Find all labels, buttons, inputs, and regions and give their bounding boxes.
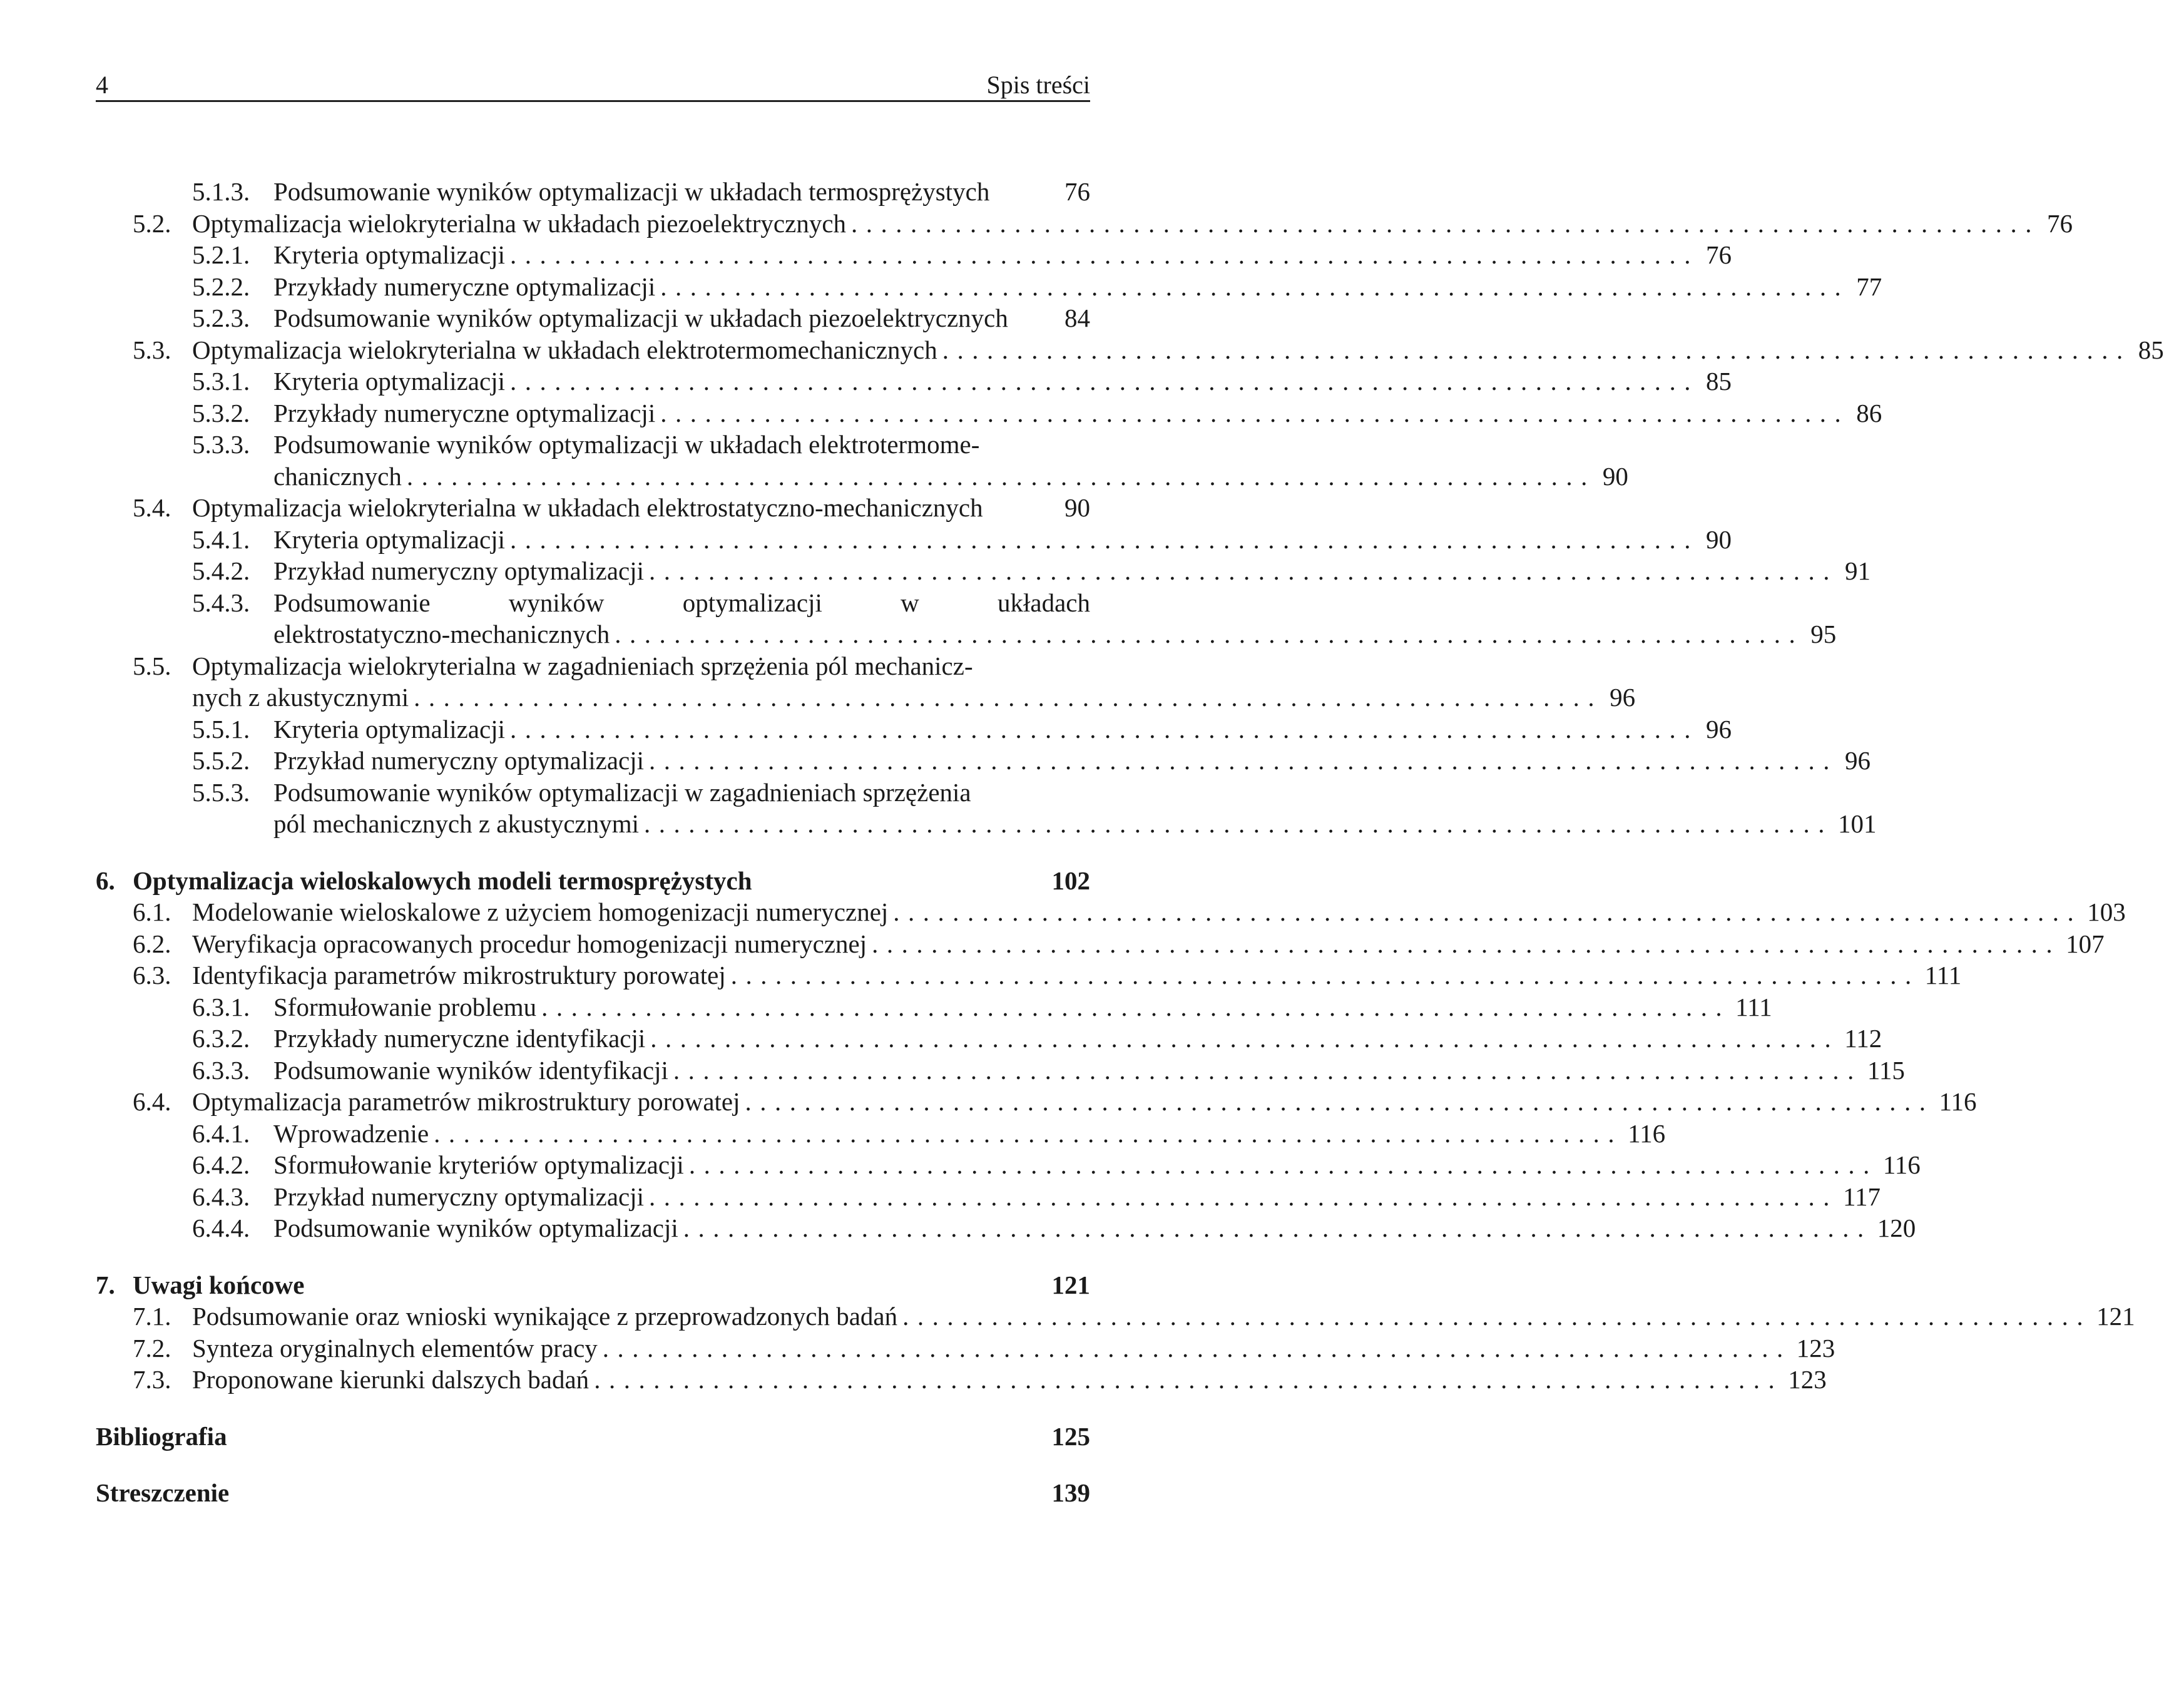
entry-title[interactable]: Przykład numeryczny optymalizacji <box>273 746 645 775</box>
entry-title[interactable]: Przykład numeryczny optymalizacji <box>273 1182 645 1211</box>
dot-leader <box>989 176 1063 208</box>
entry-body <box>273 713 1732 745</box>
entry-title[interactable]: Podsumowanie wyników optymalizacji w zagadnieniach sprzężenia <box>273 777 971 807</box>
dot-leader: ................................................................................ <box>660 398 1850 427</box>
toc-entry[interactable] <box>0 366 1732 397</box>
dot-leader: ................................................................................ <box>851 208 2041 238</box>
entry-number: 6. <box>96 866 115 895</box>
toc-entry[interactable] <box>0 808 1877 840</box>
entry-body <box>273 1212 1916 1244</box>
entry-body <box>273 991 1772 1023</box>
dot-leader: ................................................................................ <box>902 1302 2092 1331</box>
entry-page-number[interactable]: 76 <box>2047 208 2073 238</box>
entry-title[interactable]: Kryteria optymalizacji <box>273 240 505 269</box>
entry-number: 5.4.3. <box>192 588 250 617</box>
dot-leader: ................................................................................ <box>649 746 1839 775</box>
entry-page-number[interactable]: 90 <box>1705 524 1732 554</box>
toc-entry[interactable] <box>0 239 1732 271</box>
entry-title[interactable]: Podsumowanie wyników optymalizacji w układach piezoelektrycznych <box>273 304 1008 332</box>
entry-body <box>273 239 1732 271</box>
entry-title[interactable]: Wprowadzenie <box>273 1118 429 1148</box>
entry-title[interactable]: Podsumowanie oraz wnioski wynikające z przeprowadzonych badań <box>192 1302 898 1331</box>
entry-title[interactable]: Optymalizacja wielokryterialna w zagadnieniach sprzężenia pól mechanicz- <box>192 651 973 680</box>
entry-page-number[interactable]: 84 <box>1064 304 1090 332</box>
entry-body <box>96 1477 1090 1509</box>
entry-number: 7. <box>96 1270 115 1299</box>
entry-body <box>273 397 1882 429</box>
entry-body <box>273 1023 1882 1055</box>
entry-number: 6.3.2. <box>192 1024 250 1053</box>
entry-title[interactable]: Optymalizacja parametrów mikrostruktury porowatej <box>192 1087 740 1116</box>
dot-leader: ................................................................................ <box>893 897 2083 926</box>
dot-leader: ................................................................................ <box>730 961 1920 990</box>
entry-page-number[interactable]: 112 <box>1844 1024 1882 1053</box>
toc-entry[interactable] <box>0 334 2164 366</box>
dot-leader: ................................................................................ <box>650 1024 1840 1053</box>
entry-page-number[interactable]: 76 <box>1064 177 1090 206</box>
entry-body <box>273 461 1628 493</box>
toc-entry[interactable] <box>0 682 1636 713</box>
dot-leader: ................................................................................ <box>644 809 1834 838</box>
entry-title[interactable]: Identyfikacja parametrów mikrostruktury porowatej <box>192 961 726 990</box>
dot-leader: ................................................................................ <box>649 556 1839 585</box>
toc-entry[interactable] <box>0 1477 1123 1509</box>
dot-leader: ................................................................................ <box>509 524 1699 554</box>
entry-body <box>133 865 1090 897</box>
entry-number: 6.3. <box>133 961 171 990</box>
entry-number: 5.2.1. <box>192 240 250 269</box>
entry-title[interactable]: Weryfikacja opracowanych procedur homogenizacji numerycznej <box>192 929 867 958</box>
dot-leader: ................................................................................ <box>745 1087 1934 1116</box>
toc-entry[interactable] <box>0 176 1123 208</box>
entry-page-number[interactable]: 123 <box>1788 1365 1827 1394</box>
entry-title[interactable]: Przykład numeryczny optymalizacji <box>273 556 645 585</box>
toc-entry[interactable] <box>0 896 2126 928</box>
dot-leader: ................................................................................ <box>414 683 1603 712</box>
dot-leader: ................................................................................ <box>688 1150 1878 1179</box>
entry-page-number[interactable]: 90 <box>1602 461 1628 491</box>
entry-title[interactable]: Modelowanie wieloskalowe z użyciem homogenizacji numerycznej <box>192 897 889 926</box>
section-gap <box>0 1244 1123 1269</box>
entry-body <box>133 1269 1090 1301</box>
entry-page-number[interactable]: 111 <box>1924 961 1962 990</box>
dot-leader: ................................................................................ <box>673 1055 1862 1085</box>
toc-entry[interactable] <box>0 1364 1827 1396</box>
entry-title[interactable]: Uwagi końcowe <box>133 1270 305 1299</box>
entry-number: 5.3.2. <box>192 398 250 427</box>
entry-number: 5.4.1. <box>192 524 250 554</box>
entry-body <box>273 1149 1921 1181</box>
toc-entry[interactable] <box>0 208 2073 240</box>
entry-page-number[interactable]: 76 <box>1705 240 1732 269</box>
entry-title[interactable]: Kryteria optymalizacji <box>273 524 505 554</box>
toc-entry[interactable] <box>0 928 2105 960</box>
entry-title[interactable]: Podsumowanie wyników optymalizacji w układach termosprężystych <box>273 177 990 206</box>
entry-body <box>192 896 2126 928</box>
entry-page-number[interactable]: 139 <box>1051 1478 1090 1507</box>
entry-page-number[interactable]: 95 <box>1810 620 1837 648</box>
entry-body <box>273 302 1090 334</box>
entry-number: 6.3.1. <box>192 992 250 1021</box>
entry-page-number[interactable]: 121 <box>1051 1270 1090 1299</box>
entry-page-number[interactable]: 123 <box>1796 1333 1835 1363</box>
entry-page-number[interactable]: 86 <box>1856 398 1882 427</box>
toc-entry[interactable] <box>0 1118 1666 1150</box>
entry-number: 5.2.2. <box>192 272 250 301</box>
entry-body <box>192 650 1090 682</box>
entry-title[interactable]: Podsumowanie wyników optymalizacji <box>273 1214 678 1242</box>
entry-page-number[interactable]: 85 <box>2138 335 2164 364</box>
entry-page-number[interactable]: 101 <box>1838 809 1877 838</box>
entry-number: 6.3.3. <box>192 1055 250 1085</box>
entry-page-number[interactable]: 116 <box>1939 1087 1977 1116</box>
entry-number: 6.4. <box>133 1087 171 1116</box>
entry-page-number[interactable]: 111 <box>1735 992 1772 1021</box>
dot-leader <box>983 492 1063 524</box>
entry-title[interactable]: pól mechanicznych z akustycznymi <box>273 809 640 838</box>
toc-entry[interactable] <box>0 461 1628 493</box>
entry-number: 6.4.3. <box>192 1182 250 1211</box>
entry-number: 7.2. <box>133 1333 171 1363</box>
entry-body <box>192 1332 1835 1364</box>
entry-page-number[interactable]: 85 <box>1705 367 1732 396</box>
dot-leader: ................................................................................ <box>509 714 1699 744</box>
entry-title[interactable]: Optymalizacja wielokryterialna w układach elektrostatyczno-mechanicznych <box>192 493 983 522</box>
toc-entry[interactable] <box>0 492 1123 524</box>
entry-title[interactable]: Podsumowanie wyników identyfikacji <box>273 1055 668 1085</box>
entry-number: 7.1. <box>133 1302 171 1331</box>
dot-leader: ................................................................................ <box>872 929 2061 958</box>
entry-page-number[interactable]: 77 <box>1856 272 1882 301</box>
entry-page-number[interactable]: 121 <box>2096 1302 2135 1331</box>
toc-entry[interactable] <box>0 991 1772 1023</box>
entry-page-number[interactable]: 96 <box>1610 683 1636 712</box>
entry-body <box>273 1181 1881 1213</box>
entry-number: 5.5. <box>133 651 171 680</box>
toc-entry[interactable] <box>0 1421 1123 1453</box>
toc-entry[interactable] <box>0 555 1871 587</box>
dot-leader: ................................................................................ <box>602 1333 1792 1363</box>
table-of-contents <box>0 176 2164 1509</box>
entry-number: 5.1.3. <box>192 177 250 206</box>
toc-entry[interactable] <box>0 271 1882 303</box>
toc-entry[interactable] <box>0 865 1123 897</box>
header-rule <box>96 100 1090 102</box>
entry-title[interactable]: Optymalizacja wielokryterialna w układach piezoelektrycznych <box>192 208 847 238</box>
entry-body <box>192 334 2164 366</box>
entry-number: 6.1. <box>133 897 171 926</box>
toc-entry[interactable] <box>0 1149 1921 1181</box>
entry-page-number[interactable]: 102 <box>1051 866 1090 895</box>
toc-entry[interactable] <box>0 302 1123 334</box>
dot-leader <box>227 1421 1052 1453</box>
entry-number: 5.4.2. <box>192 556 250 585</box>
entry-page-number[interactable]: 120 <box>1877 1214 1916 1242</box>
entry-body <box>273 587 1090 619</box>
entry-body <box>192 1086 1977 1118</box>
toc-entry[interactable] <box>0 397 1882 429</box>
entry-body <box>273 366 1732 397</box>
entry-title[interactable]: Proponowane kierunki dalszych badań <box>192 1365 589 1394</box>
dot-leader: ................................................................................ <box>942 335 2131 364</box>
entry-number: 5.3.1. <box>192 367 250 396</box>
dot-leader: ................................................................................ <box>615 620 1804 648</box>
entry-title[interactable]: Przykłady numeryczne optymalizacji <box>273 272 656 301</box>
dot-leader: ................................................................................ <box>683 1214 1872 1242</box>
dot-leader: ................................................................................ <box>594 1365 1784 1394</box>
section-gap <box>0 1396 1123 1421</box>
entry-body <box>192 1301 2135 1332</box>
entry-page-number[interactable]: 117 <box>1843 1182 1881 1211</box>
entry-body <box>273 618 1837 650</box>
entry-title[interactable]: Kryteria optymalizacji <box>273 714 505 744</box>
entry-number: 5.3.3. <box>192 430 250 459</box>
entry-title[interactable]: nych z akustycznymi <box>192 683 409 712</box>
entry-number: 7.3. <box>133 1365 171 1394</box>
entry-title[interactable]: Bibliografia <box>96 1421 227 1451</box>
entry-body <box>273 745 1871 777</box>
entry-number: 6.4.2. <box>192 1150 250 1179</box>
toc-entry[interactable] <box>0 1023 1882 1055</box>
section-gap <box>0 840 1123 865</box>
entry-page-number[interactable]: 96 <box>1845 746 1871 775</box>
entry-number: 5.5.3. <box>192 777 250 807</box>
toc-entry[interactable] <box>0 1301 2135 1332</box>
entry-body <box>192 1364 1827 1396</box>
entry-title[interactable]: Przykłady numeryczne optymalizacji <box>273 398 656 427</box>
entry-number: 5.5.1. <box>192 714 250 744</box>
entry-body <box>192 959 1962 991</box>
dot-leader: ................................................................................ <box>434 1118 1623 1148</box>
entry-body <box>273 808 1877 840</box>
entry-page-number[interactable]: 115 <box>1867 1055 1905 1085</box>
dot-leader: ................................................................................ <box>509 240 1699 269</box>
entry-title[interactable]: Sformułowanie kryteriów optymalizacji <box>273 1150 684 1179</box>
dot-leader: ................................................................................ <box>509 367 1699 396</box>
dot-leader: ................................................................................ <box>660 272 1850 301</box>
entry-title[interactable]: Podsumowanie wyników optymalizacji w układach elektrotermome- <box>273 430 980 459</box>
entry-page-number[interactable]: 116 <box>1628 1118 1666 1148</box>
entry-body <box>273 271 1882 303</box>
entry-body <box>96 1421 1090 1453</box>
toc-entry[interactable] <box>0 524 1732 556</box>
toc-entry[interactable] <box>0 1055 1905 1087</box>
toc-entry[interactable] <box>0 777 1123 809</box>
entry-title[interactable]: Synteza oryginalnych elementów pracy <box>192 1333 598 1363</box>
toc-entry[interactable] <box>0 1332 1835 1364</box>
entry-page-number[interactable]: 103 <box>2087 897 2126 926</box>
toc-entry[interactable] <box>0 1086 1977 1118</box>
toc-entry[interactable] <box>0 1269 1123 1301</box>
entry-page-number[interactable]: 96 <box>1705 714 1732 744</box>
toc-entry[interactable] <box>0 1181 1881 1213</box>
entry-body <box>273 524 1732 556</box>
dot-leader: ................................................................................ <box>406 461 1596 491</box>
entry-title[interactable]: Optymalizacja wieloskalowych modeli termosprężystych <box>133 866 752 895</box>
toc-entry[interactable] <box>0 959 1962 991</box>
entry-number: 5.3. <box>133 335 171 364</box>
entry-body <box>273 1118 1666 1150</box>
toc-entry[interactable] <box>0 429 1123 461</box>
entry-title[interactable]: Podsumowanie wyników optymalizacji w układach <box>273 588 1090 617</box>
entry-title[interactable]: Przykłady numeryczne identyfikacji <box>273 1024 646 1053</box>
page-number: 4 <box>96 71 108 99</box>
toc-entry[interactable] <box>0 618 1837 650</box>
entry-number: 5.2. <box>133 208 171 238</box>
entry-page-number[interactable]: 125 <box>1051 1421 1090 1451</box>
dot-leader <box>1008 302 1063 334</box>
dot-leader <box>752 865 1052 897</box>
toc-entry[interactable] <box>0 587 1123 619</box>
entry-page-number[interactable]: 107 <box>2066 929 2105 958</box>
entry-title[interactable]: Sformułowanie problemu <box>273 992 537 1021</box>
entry-title[interactable]: Kryteria optymalizacji <box>273 367 505 396</box>
entry-body <box>192 928 2105 960</box>
entry-body <box>192 208 2073 240</box>
entry-title[interactable]: Streszczenie <box>96 1478 230 1507</box>
entry-number: 6.4.4. <box>192 1214 250 1242</box>
toc-entry[interactable] <box>0 650 1123 682</box>
entry-body <box>273 429 1090 461</box>
entry-number: 5.5.2. <box>192 746 250 775</box>
entry-number: 6.2. <box>133 929 171 958</box>
entry-page-number[interactable]: 116 <box>1882 1150 1921 1179</box>
entry-body <box>192 682 1636 713</box>
entry-page-number[interactable]: 91 <box>1845 556 1871 585</box>
dot-leader: ................................................................................ <box>649 1182 1839 1211</box>
entry-body <box>273 176 1090 208</box>
entry-title[interactable]: Optymalizacja wielokryterialna w układach elektrotermomechanicznych <box>192 335 937 364</box>
entry-number: 5.2.3. <box>192 304 250 332</box>
toc-entry[interactable] <box>0 745 1871 777</box>
entry-body <box>192 492 1090 524</box>
running-title: Spis treści <box>986 71 1090 99</box>
toc-entry[interactable] <box>0 713 1732 745</box>
section-gap <box>0 1452 1123 1477</box>
entry-body <box>273 1055 1905 1087</box>
entry-page-number[interactable]: 90 <box>1064 493 1090 522</box>
dot-leader <box>304 1269 1051 1301</box>
entry-title[interactable]: chanicznych <box>273 461 402 491</box>
dot-leader: ................................................................................ <box>541 992 1731 1021</box>
entry-body <box>273 777 1090 809</box>
entry-number: 6.4.1. <box>192 1118 250 1148</box>
entry-number: 5.4. <box>133 493 171 522</box>
toc-entry[interactable] <box>0 1212 1916 1244</box>
entry-title[interactable]: elektrostatyczno-mechanicznych <box>273 620 610 648</box>
entry-body <box>273 555 1871 587</box>
dot-leader <box>229 1477 1051 1509</box>
